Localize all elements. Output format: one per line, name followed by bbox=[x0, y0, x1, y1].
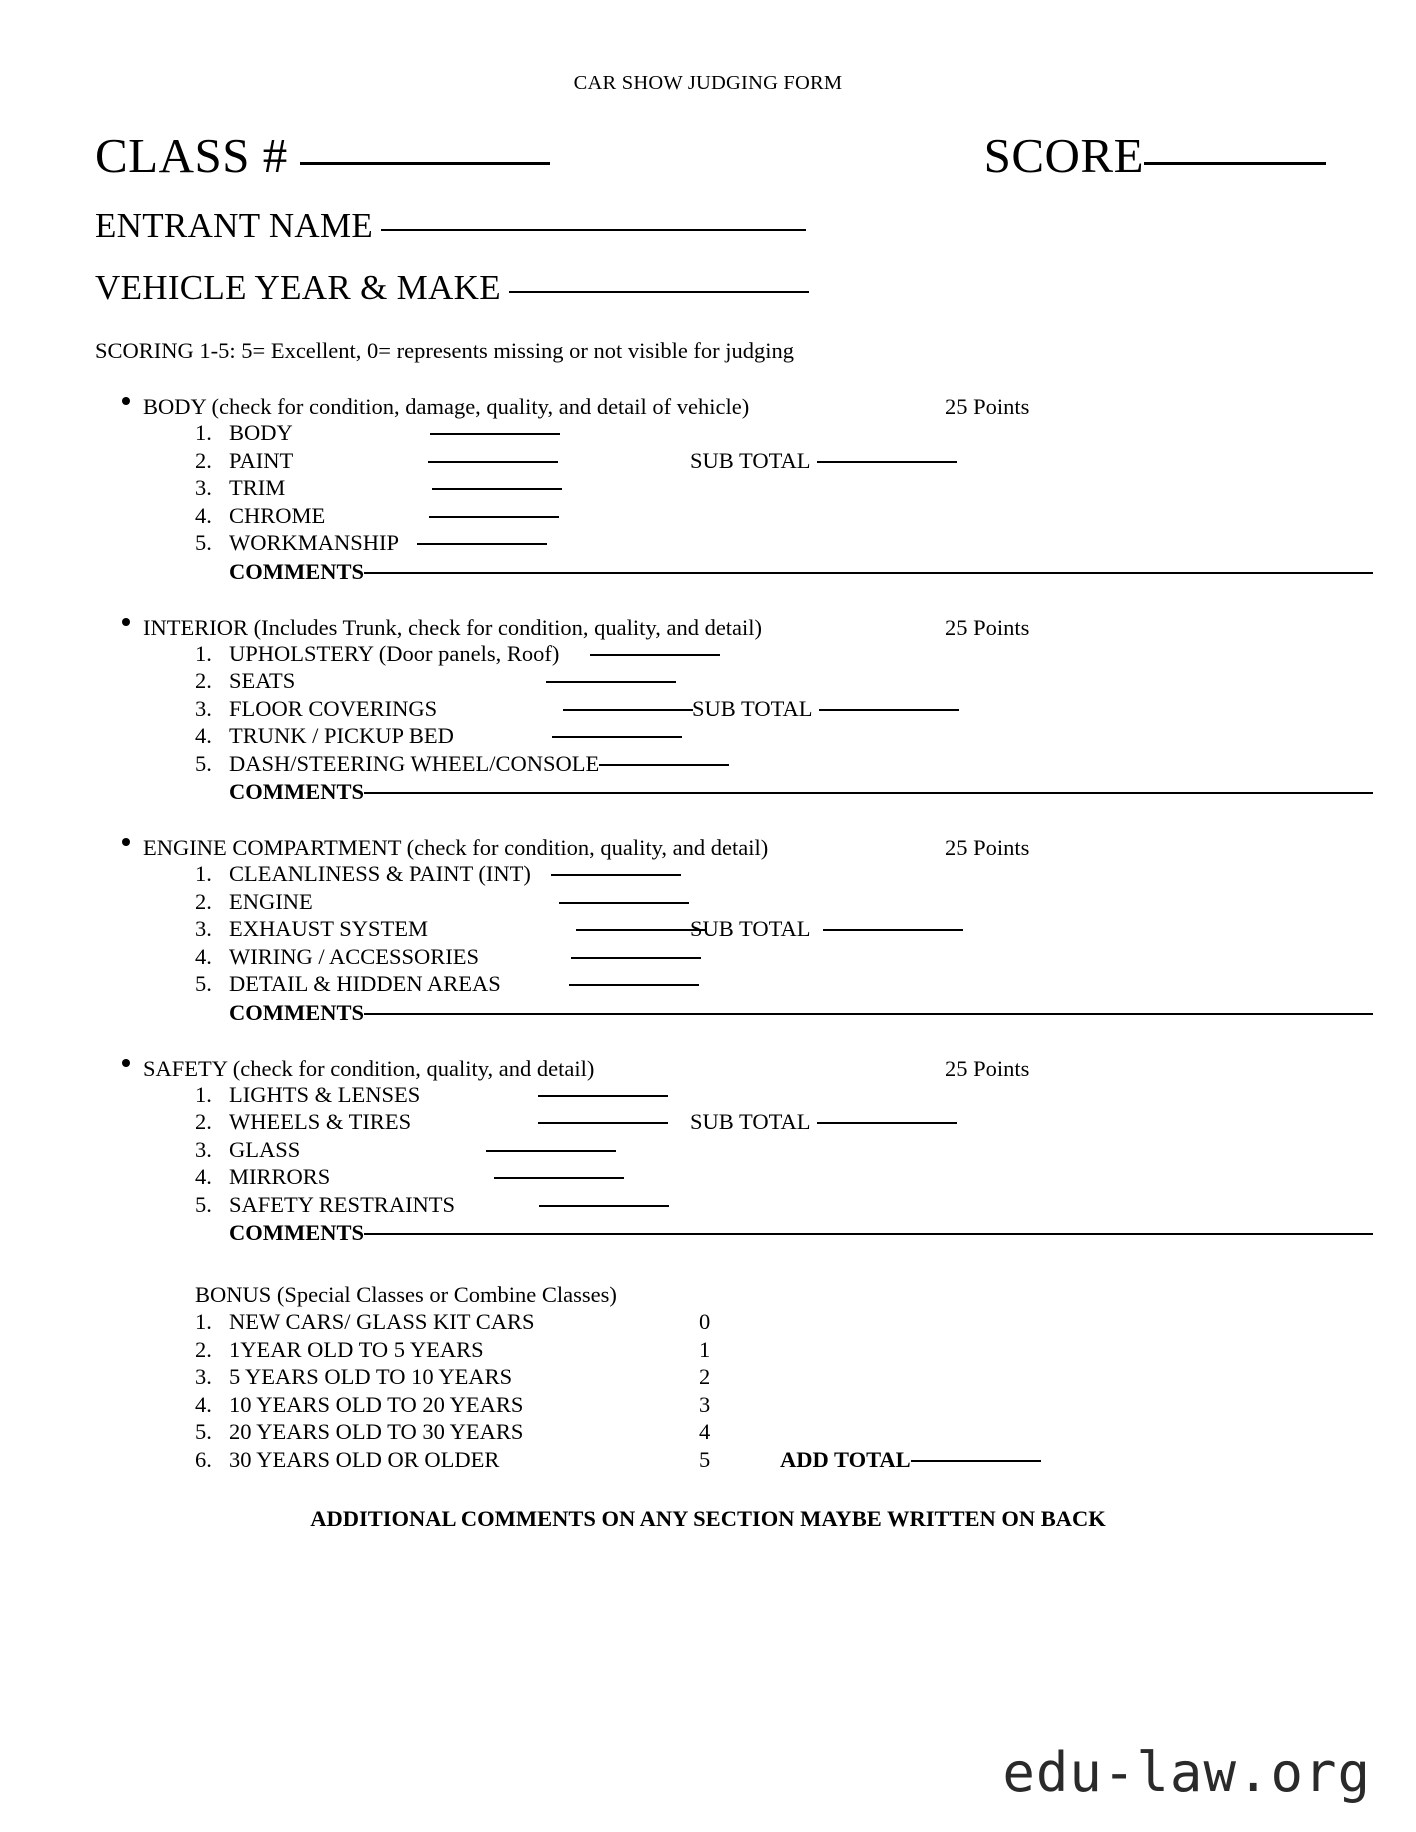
list-item bbox=[195, 1447, 1416, 1475]
section-safety bbox=[0, 1056, 1416, 1247]
list-item bbox=[195, 1364, 1416, 1392]
class-score-row bbox=[0, 127, 1416, 184]
item-number: 2. bbox=[195, 447, 212, 473]
item-score-field[interactable] bbox=[430, 433, 560, 435]
bullet-icon bbox=[122, 397, 130, 405]
subtotal-field[interactable] bbox=[819, 709, 959, 711]
item-number: 1. bbox=[195, 1081, 212, 1107]
item-number: 4. bbox=[195, 943, 212, 969]
bonus-title: BONUS (Special Classes or Combine Classes) bbox=[195, 1282, 617, 1307]
list-item bbox=[95, 668, 1376, 696]
comments-label: COMMENTS bbox=[229, 779, 364, 804]
section-bonus bbox=[0, 1282, 1416, 1474]
subtotal-label: SUB TOTAL bbox=[690, 447, 811, 473]
item-score-field[interactable] bbox=[546, 681, 676, 683]
list-item bbox=[95, 1137, 1376, 1165]
section-safety-points: 25 Points bbox=[945, 1055, 1030, 1081]
item-value: 3 bbox=[699, 1391, 711, 1417]
comments-field[interactable] bbox=[364, 1013, 1373, 1015]
section-interior bbox=[0, 615, 1416, 806]
section-engine-compartment bbox=[0, 835, 1416, 1026]
item-number: 6. bbox=[195, 1446, 212, 1472]
bullet-icon bbox=[122, 1059, 130, 1067]
item-number: 3. bbox=[195, 1136, 212, 1162]
list-item bbox=[95, 1082, 1376, 1110]
item-score-field[interactable] bbox=[590, 654, 720, 656]
section-safety-title: SAFETY (check for condition, quality, and detail) bbox=[143, 1055, 595, 1081]
list-item bbox=[195, 1419, 1416, 1447]
item-value: 4 bbox=[699, 1419, 711, 1444]
list-item bbox=[95, 723, 1376, 751]
list-item bbox=[95, 420, 1376, 448]
section-safety-items bbox=[95, 1082, 1376, 1220]
list-item bbox=[195, 1337, 1416, 1365]
section-engine-items bbox=[95, 861, 1376, 999]
item-label: GLASS bbox=[229, 1136, 301, 1162]
subtotal-group bbox=[690, 1109, 957, 1135]
list-item bbox=[95, 641, 1376, 669]
item-score-field[interactable] bbox=[432, 488, 562, 490]
item-score-field[interactable] bbox=[539, 1205, 669, 1207]
item-label: TRIM bbox=[229, 475, 286, 500]
item-label: SEATS bbox=[229, 668, 296, 693]
scoring-instructions: SCORING 1-5: 5= Excellent, 0= represents missing or not visible for judging bbox=[95, 338, 795, 363]
item-score-field[interactable] bbox=[486, 1150, 616, 1152]
add-total-group bbox=[780, 1447, 1041, 1473]
item-number: 4. bbox=[195, 723, 212, 748]
list-item bbox=[95, 503, 1376, 531]
list-item bbox=[95, 751, 1376, 779]
item-number: 5. bbox=[195, 530, 212, 555]
page-title: CAR SHOW JUDGING FORM bbox=[573, 72, 843, 94]
item-number: 5. bbox=[195, 1191, 212, 1217]
section-interior-title: INTERIOR (Includes Trunk, check for condition, quality, and detail) bbox=[143, 614, 763, 640]
item-score-field[interactable] bbox=[559, 902, 689, 904]
list-item bbox=[95, 971, 1376, 999]
subtotal-group bbox=[690, 916, 963, 942]
subtotal-label: SUB TOTAL bbox=[690, 916, 811, 941]
item-number: 4. bbox=[195, 1164, 212, 1189]
item-label: BODY bbox=[229, 420, 293, 445]
subtotal-field[interactable] bbox=[817, 461, 957, 463]
item-value: 2 bbox=[699, 1364, 711, 1389]
item-score-field[interactable] bbox=[599, 764, 729, 766]
class-label: CLASS # bbox=[95, 128, 288, 183]
item-label: 5 YEARS OLD TO 10 YEARS bbox=[229, 1364, 513, 1389]
item-label: CHROME bbox=[229, 502, 326, 528]
section-engine-title: ENGINE COMPARTMENT (check for condition, quality, and detail) bbox=[143, 835, 769, 860]
bonus-items bbox=[195, 1309, 1416, 1474]
item-number: 2. bbox=[195, 1336, 212, 1362]
item-score-field[interactable] bbox=[538, 1122, 668, 1124]
section-interior-items bbox=[95, 641, 1376, 779]
list-item bbox=[95, 448, 1376, 476]
section-body-header bbox=[95, 394, 1376, 420]
item-value: 5 bbox=[699, 1446, 711, 1472]
section-interior-comments bbox=[95, 779, 1376, 805]
item-label: 20 YEARS OLD TO 30 YEARS bbox=[229, 1419, 524, 1444]
list-item bbox=[95, 696, 1376, 724]
comments-field[interactable] bbox=[364, 572, 1373, 574]
item-value: 1 bbox=[699, 1336, 711, 1362]
item-number: 3. bbox=[195, 695, 212, 721]
item-label: DASH/STEERING WHEEL/CONSOLE bbox=[229, 750, 600, 776]
score-label: SCORE bbox=[983, 128, 1144, 183]
item-number: 2. bbox=[195, 668, 212, 693]
list-item bbox=[95, 1164, 1376, 1192]
list-item bbox=[95, 889, 1376, 917]
score-field[interactable] bbox=[1144, 162, 1326, 165]
item-label: UPHOLSTERY (Door panels, Roof) bbox=[229, 640, 560, 666]
item-score-field[interactable] bbox=[576, 929, 706, 931]
section-engine-comments bbox=[95, 1000, 1376, 1026]
item-number: 3. bbox=[195, 475, 212, 500]
comments-label: COMMENTS bbox=[229, 1220, 364, 1245]
list-item bbox=[195, 1309, 1416, 1337]
item-score-field[interactable] bbox=[428, 461, 558, 463]
subtotal-field[interactable] bbox=[817, 1122, 957, 1124]
item-number: 3. bbox=[195, 916, 212, 941]
item-label: MIRRORS bbox=[229, 1164, 331, 1189]
section-safety-comments bbox=[95, 1220, 1376, 1246]
item-number: 1. bbox=[195, 420, 212, 445]
section-body-points: 25 Points bbox=[945, 394, 1030, 419]
section-engine-points: 25 Points bbox=[945, 835, 1030, 860]
subtotal-field[interactable] bbox=[823, 929, 963, 931]
item-number: 1. bbox=[195, 861, 212, 886]
item-value: 0 bbox=[699, 1309, 711, 1334]
item-label: TRUNK / PICKUP BED bbox=[229, 723, 454, 748]
item-label: EXHAUST SYSTEM bbox=[229, 916, 428, 941]
comments-field[interactable] bbox=[364, 1233, 1373, 1235]
item-score-field[interactable] bbox=[569, 984, 699, 986]
item-number: 5. bbox=[195, 750, 212, 776]
list-item bbox=[95, 1192, 1376, 1220]
comments-field[interactable] bbox=[364, 792, 1373, 794]
comments-label: COMMENTS bbox=[229, 558, 364, 584]
item-score-field[interactable] bbox=[571, 957, 701, 959]
item-label: 1YEAR OLD TO 5 YEARS bbox=[229, 1336, 484, 1362]
vehicle-year-make-field[interactable] bbox=[509, 291, 809, 293]
item-number: 4. bbox=[195, 502, 212, 528]
section-body bbox=[0, 394, 1416, 585]
item-label: ENGINE bbox=[229, 888, 313, 914]
class-number-field[interactable] bbox=[300, 162, 550, 165]
item-label: FLOOR COVERINGS bbox=[229, 695, 438, 721]
item-number: 5. bbox=[195, 971, 212, 996]
list-item bbox=[95, 1109, 1376, 1137]
list-item bbox=[95, 861, 1376, 889]
footer-note: ADDITIONAL COMMENTS ON ANY SECTION MAYBE WRITTEN ON BACK bbox=[310, 1506, 1106, 1531]
bullet-icon bbox=[122, 838, 130, 846]
vehicle-year-make-label: VEHICLE YEAR & MAKE bbox=[95, 268, 501, 307]
subtotal-label: SUB TOTAL bbox=[690, 1109, 811, 1134]
entrant-name-row bbox=[0, 206, 1416, 246]
item-score-field[interactable] bbox=[538, 1095, 668, 1097]
item-label: NEW CARS/ GLASS KIT CARS bbox=[229, 1309, 535, 1334]
entrant-name-field[interactable] bbox=[381, 229, 806, 231]
item-label: SAFETY RESTRAINTS bbox=[229, 1191, 456, 1217]
item-number: 1. bbox=[195, 640, 212, 666]
add-total-label: ADD TOTAL bbox=[780, 1446, 911, 1472]
list-item bbox=[95, 916, 1376, 944]
item-label: WORKMANSHIP bbox=[229, 530, 400, 555]
section-interior-points: 25 Points bbox=[945, 614, 1030, 640]
section-body-comments bbox=[95, 559, 1376, 585]
item-number: 1. bbox=[195, 1309, 212, 1334]
item-number: 4. bbox=[195, 1391, 212, 1417]
entrant-name-label: ENTRANT NAME bbox=[95, 206, 374, 245]
item-number: 2. bbox=[195, 888, 212, 914]
watermark: edu-law.org bbox=[1002, 1741, 1371, 1804]
item-number: 3. bbox=[195, 1364, 212, 1389]
item-label: CLEANLINESS & PAINT (INT) bbox=[229, 861, 531, 886]
section-safety-header bbox=[95, 1056, 1376, 1082]
item-label: WIRING / ACCESSORIES bbox=[229, 943, 480, 969]
item-score-field[interactable] bbox=[494, 1177, 624, 1179]
item-number: 2. bbox=[195, 1109, 212, 1134]
list-item bbox=[95, 530, 1376, 558]
section-interior-header bbox=[95, 615, 1376, 641]
item-score-field[interactable] bbox=[563, 709, 693, 711]
subtotal-group bbox=[690, 448, 957, 474]
bullet-icon bbox=[122, 618, 130, 626]
item-score-field[interactable] bbox=[551, 874, 681, 876]
item-score-field[interactable] bbox=[417, 543, 547, 545]
comments-label: COMMENTS bbox=[229, 999, 364, 1025]
subtotal-group bbox=[692, 696, 959, 722]
list-item bbox=[95, 944, 1376, 972]
add-total-field[interactable] bbox=[911, 1460, 1041, 1462]
item-label: 30 YEARS OLD OR OLDER bbox=[229, 1446, 500, 1472]
item-score-field[interactable] bbox=[429, 516, 559, 518]
list-item bbox=[195, 1392, 1416, 1420]
vehicle-year-make-row bbox=[0, 268, 1416, 308]
section-body-items bbox=[95, 420, 1376, 558]
item-label: DETAIL & HIDDEN AREAS bbox=[229, 971, 501, 996]
item-label: WHEELS & TIRES bbox=[229, 1109, 412, 1134]
list-item bbox=[95, 475, 1376, 503]
item-number: 5. bbox=[195, 1419, 212, 1444]
section-engine-header bbox=[95, 835, 1376, 861]
subtotal-label: SUB TOTAL bbox=[692, 695, 813, 721]
section-body-title: BODY (check for condition, damage, quality, and detail of vehicle) bbox=[143, 394, 750, 419]
item-label: 10 YEARS OLD TO 20 YEARS bbox=[229, 1391, 524, 1417]
item-label: PAINT bbox=[229, 447, 294, 473]
item-label: LIGHTS & LENSES bbox=[229, 1081, 421, 1107]
item-score-field[interactable] bbox=[552, 736, 682, 738]
